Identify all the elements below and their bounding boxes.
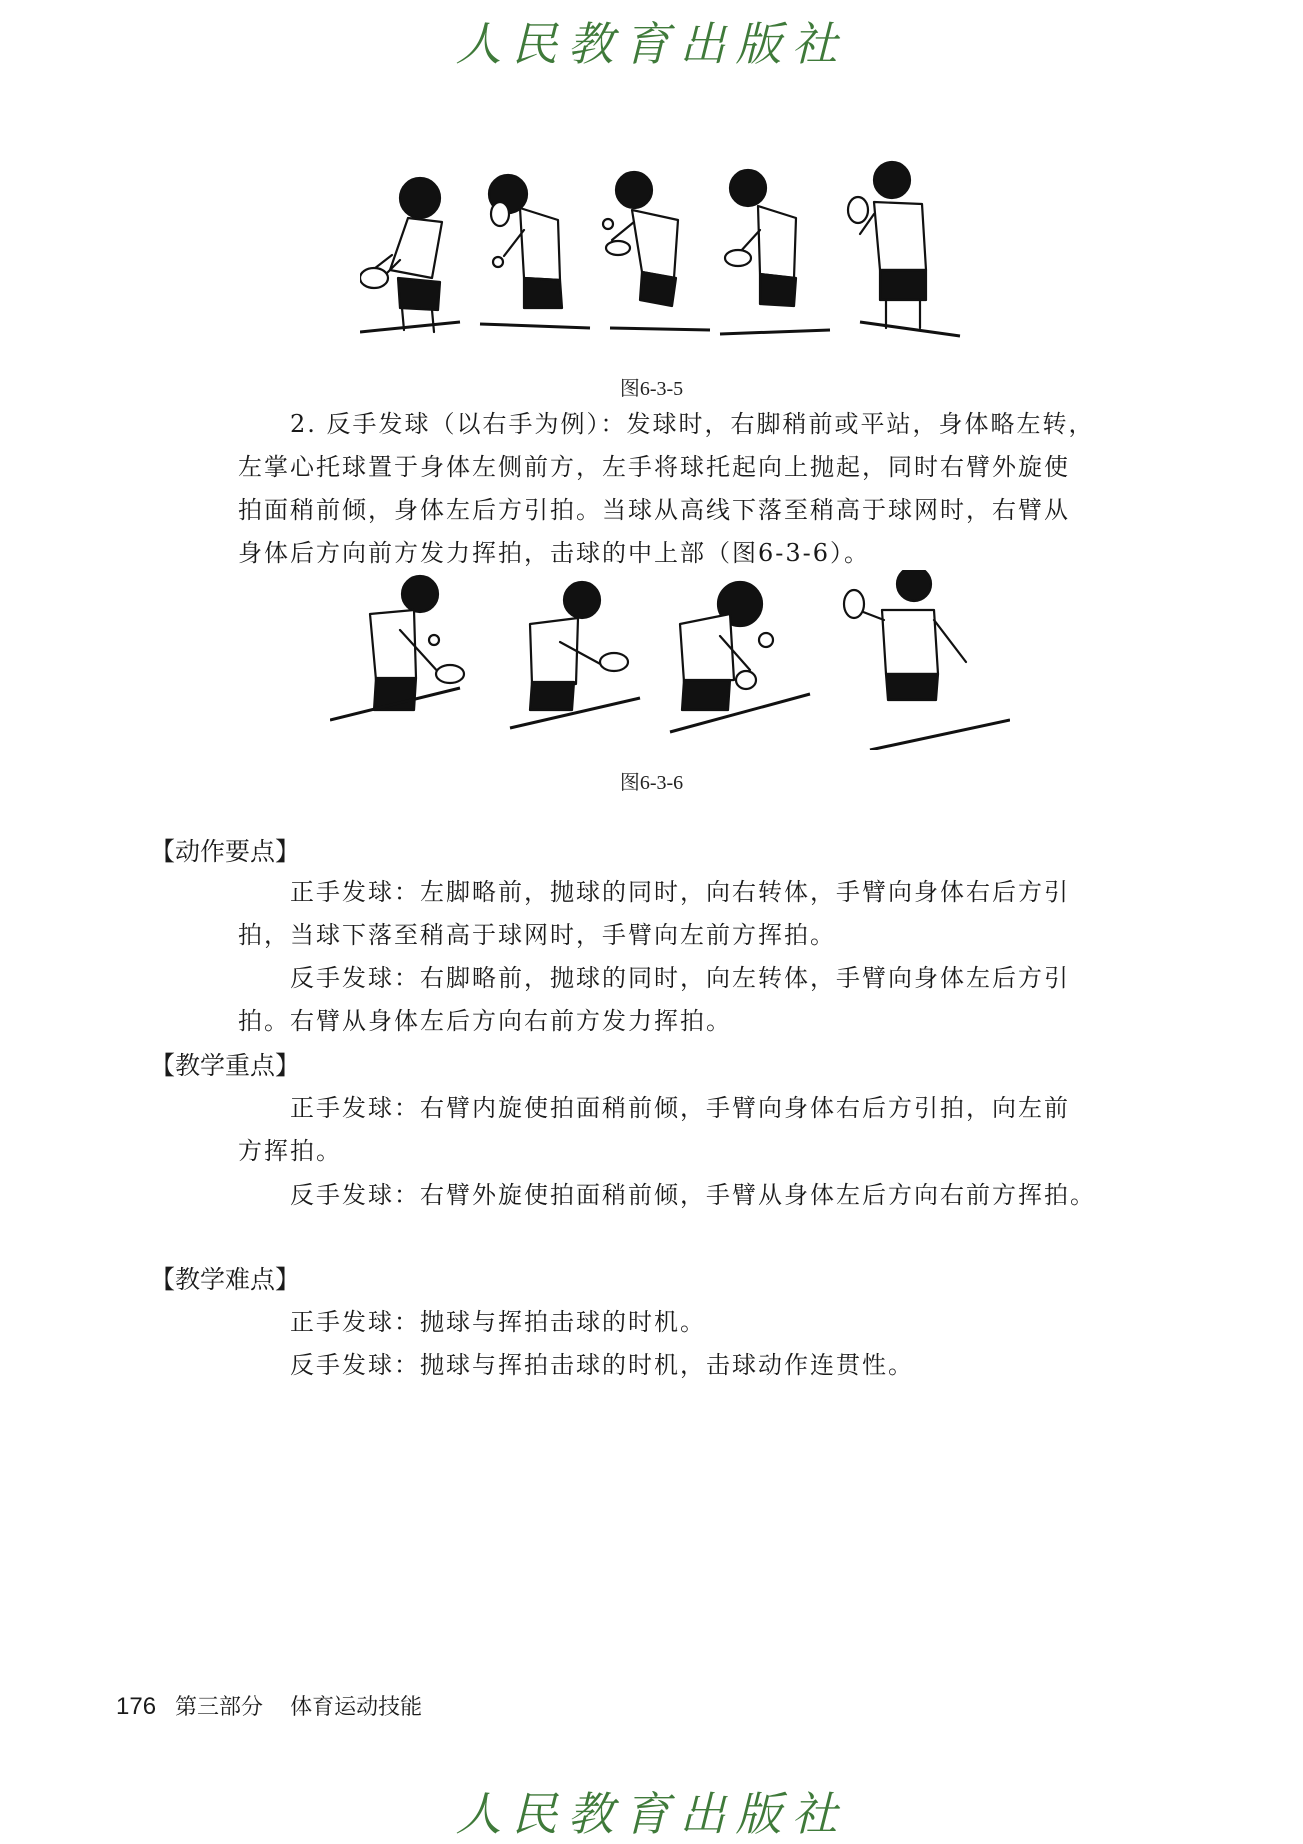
section-heading-teaching-difficulty: 【教学难点】	[150, 1265, 301, 1294]
key-points-line-2: 拍，当球下落至稍高于球网时，手臂向左前方挥拍。	[238, 921, 836, 949]
backhand-pose-2	[510, 582, 640, 728]
key-points-line-1: 正手发球：左脚略前，抛球的同时，向右转体，手臂向身体右后方引	[290, 878, 1070, 906]
paragraph-line-3: 拍面稍前倾，身体左后方引拍。当球从高线下落至稍高于球网时，右臂从	[238, 496, 1070, 524]
backhand-pose-3	[670, 582, 810, 732]
key-points-line-4: 拍。右臂从身体左后方向右前方发力挥拍。	[238, 1007, 732, 1035]
publisher-logo-bottom: 人民教育出版社	[455, 1787, 848, 1841]
key-points-line-3: 反手发球：右脚略前，抛球的同时，向左转体，手臂向身体左后方引	[290, 964, 1070, 992]
teaching-focus-line-3: 反手发球：右臂外旋使拍面稍前倾，手臂从身体左后方向右前方挥拍。	[290, 1181, 1096, 1209]
page-footer	[116, 1690, 422, 1721]
serve-pose-5	[848, 162, 960, 336]
paragraph-line-2: 左掌心托球置于身体左侧前方，左手将球托起向上抛起，同时右臂外旋使	[238, 453, 1070, 481]
teaching-difficulty-line-2: 反手发球：抛球与挥拍击球的时机，击球动作连贯性。	[290, 1351, 914, 1379]
paragraph-line-4: 身体后方向前方发力挥拍，击球的中上部（图6-3-6）。	[238, 539, 871, 567]
page-number: 176	[116, 1693, 157, 1720]
footer-title: 体育运动技能	[290, 1695, 423, 1720]
publisher-logo-top: 人民教育出版社	[455, 17, 848, 71]
serve-pose-2	[480, 175, 590, 328]
serve-pose-3	[603, 172, 710, 330]
figure-6-3-5-caption: 图6-3-5	[619, 378, 684, 400]
serve-pose-1	[360, 178, 460, 332]
section-heading-teaching-focus: 【教学重点】	[150, 1051, 301, 1080]
figure-6-3-5-illustration	[360, 160, 980, 340]
figure-6-3-6-caption: 图6-3-6	[619, 772, 684, 794]
backhand-pose-4	[844, 570, 1010, 750]
teaching-focus-line-1: 正手发球：右臂内旋使拍面稍前倾，手臂向身体右后方引拍，向左前	[290, 1094, 1070, 1122]
backhand-pose-1	[330, 576, 464, 720]
footer-part: 第三部分	[175, 1695, 264, 1720]
figure-6-3-6-illustration	[330, 570, 1010, 750]
teaching-difficulty-line-1: 正手发球：抛球与挥拍击球的时机。	[290, 1308, 706, 1336]
serve-pose-4	[720, 170, 830, 334]
teaching-focus-line-2: 方挥拍。	[238, 1137, 342, 1165]
section-heading-key-points: 【动作要点】	[150, 837, 301, 866]
paragraph-line-1: 2. 反手发球（以右手为例）：发球时，右脚稍前或平站，身体略左转，	[290, 410, 1095, 438]
